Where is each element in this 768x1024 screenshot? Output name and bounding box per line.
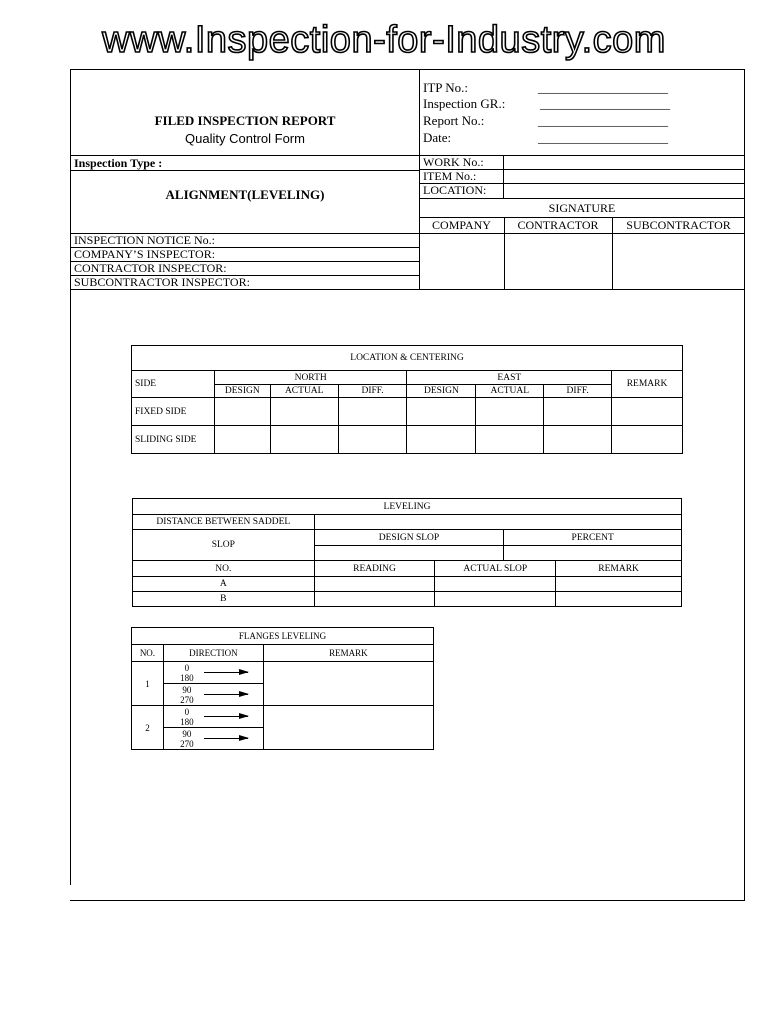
table-cell[interactable]: [214, 398, 270, 426]
inspection-type-value: ALIGNMENT(LEVELING): [165, 187, 325, 202]
table-cell[interactable]: [270, 398, 338, 426]
work-no-label: WORK No.:: [423, 155, 484, 169]
type-line: [70, 170, 420, 171]
flange-row-1-label: 1: [132, 662, 164, 706]
no-header: NO.: [133, 561, 315, 577]
itp-blank: ____________________: [538, 80, 668, 95]
table-cell[interactable]: [544, 398, 612, 426]
table-cell[interactable]: [263, 662, 433, 706]
inspection-notice-label: INSPECTION NOTICE No.:: [74, 233, 215, 247]
side-header: SIDE: [132, 371, 215, 398]
east-header: EAST: [407, 371, 612, 385]
reading-header: READING: [314, 561, 435, 577]
direction-90-270: [163, 728, 263, 750]
sliding-side-label: SLIDING SIDE: [132, 426, 215, 454]
table-cell[interactable]: [612, 426, 683, 454]
north-header: NORTH: [214, 371, 407, 385]
direction-header: DIRECTION: [163, 645, 263, 662]
signature-company: COMPANY: [432, 218, 491, 232]
deg-270: 270: [180, 738, 194, 749]
east-design: DESIGN: [407, 385, 476, 398]
insp-bottom: [70, 289, 745, 290]
table-cell[interactable]: [612, 398, 683, 426]
header-divider: [419, 69, 420, 290]
table-cell[interactable]: [407, 426, 476, 454]
direction-90-270: [163, 684, 263, 706]
frame-top: [70, 69, 745, 70]
table-cell[interactable]: [435, 577, 556, 592]
table-cell[interactable]: [338, 398, 407, 426]
header-bottom-line: [70, 155, 745, 156]
table-cell[interactable]: [435, 592, 556, 607]
deg-180: 180: [180, 672, 194, 683]
deg-90: 90: [182, 728, 192, 739]
item-no-label: ITEM No.:: [423, 169, 477, 183]
report-subtitle: Quality Control Form: [185, 131, 305, 146]
watermark-url: www.Inspection-for-Industry.com: [102, 19, 666, 61]
table-cell[interactable]: [407, 398, 476, 426]
location-label: LOCATION:: [423, 183, 487, 197]
east-actual: ACTUAL: [476, 385, 544, 398]
table-cell[interactable]: [263, 706, 433, 750]
flange-row-2-label: 2: [132, 706, 164, 750]
subcontractor-inspector-label: SUBCONTRACTOR INSPECTOR:: [74, 275, 250, 289]
table-cell[interactable]: [214, 426, 270, 454]
east-diff: DIFF.: [544, 385, 612, 398]
location-table-title: LOCATION & CENTERING: [132, 346, 683, 371]
north-diff: DIFF.: [338, 385, 407, 398]
table-cell[interactable]: [314, 577, 435, 592]
percent-header: PERCENT: [504, 530, 682, 546]
report-title: FILED INSPECTION REPORT: [154, 113, 336, 128]
table-cell[interactable]: [544, 426, 612, 454]
table-cell[interactable]: [314, 546, 504, 561]
arrow-right-icon: [204, 694, 248, 695]
flanges-no-header: NO.: [132, 645, 164, 662]
arrow-right-icon: [204, 738, 248, 739]
deg-270: 270: [180, 694, 194, 705]
row-a-label: A: [133, 577, 315, 592]
deg-0: 0: [184, 706, 190, 717]
inspection-gr-blank: ____________________: [540, 96, 670, 111]
actual-slop-header: ACTUAL SLOP: [435, 561, 556, 577]
deg-0: 0: [184, 662, 190, 673]
arrow-right-icon: [204, 672, 248, 673]
flanges-leveling-table: [131, 627, 434, 750]
slop-label: SLOP: [133, 530, 315, 561]
fixed-side-label: FIXED SIDE: [132, 398, 215, 426]
date-blank: ____________________: [538, 130, 668, 145]
contractor-inspector-label: CONTRACTOR INSPECTOR:: [74, 261, 227, 275]
arrow-right-icon: [204, 716, 248, 717]
flanges-remark-header: REMARK: [263, 645, 433, 662]
direction-0-180: [163, 662, 263, 684]
row-b-label: B: [133, 592, 315, 607]
report-no-blank: ____________________: [538, 113, 668, 128]
company-inspector-label: COMPANY’S INSPECTOR:: [74, 247, 216, 261]
location-line: [419, 198, 745, 199]
leveling-title: LEVELING: [133, 499, 682, 515]
frame-right: [744, 69, 745, 900]
table-cell[interactable]: [504, 546, 682, 561]
deg-90: 90: [182, 684, 192, 695]
deg-180: 180: [180, 716, 194, 727]
inspection-gr-label: Inspection GR.:: [423, 96, 506, 111]
direction-0-180: [163, 706, 263, 728]
signature-line-2: [419, 233, 745, 234]
leveling-table: [132, 498, 682, 607]
north-design: DESIGN: [214, 385, 270, 398]
table-cell[interactable]: [556, 577, 682, 592]
signature-title: SIGNATURE: [548, 201, 616, 215]
table-cell[interactable]: [270, 426, 338, 454]
date-label: Date:: [423, 130, 452, 145]
remark-header: REMARK: [612, 371, 683, 398]
inspection-type-label: Inspection Type :: [74, 156, 163, 170]
north-actual: ACTUAL: [270, 385, 338, 398]
table-cell[interactable]: [556, 592, 682, 607]
design-slop-header: DESIGN SLOP: [314, 530, 504, 546]
leveling-remark-header: REMARK: [556, 561, 682, 577]
location-centering-table: [131, 345, 683, 454]
signature-subcontractor: SUBCONTRACTOR: [626, 218, 731, 232]
table-cell[interactable]: [314, 592, 435, 607]
table-cell[interactable]: [338, 426, 407, 454]
signature-contractor: CONTRACTOR: [517, 218, 599, 232]
frame-bottom: [70, 900, 745, 901]
table-cell[interactable]: [476, 398, 544, 426]
table-cell[interactable]: [314, 515, 681, 530]
distance-label: DISTANCE BETWEEN SADDEL: [133, 515, 315, 530]
fields-divider: [503, 155, 504, 198]
report-no-label: Report No.:: [423, 113, 485, 128]
itp-label: ITP No.:: [423, 80, 469, 95]
table-cell[interactable]: [476, 426, 544, 454]
flanges-title: FLANGES LEVELING: [132, 628, 434, 645]
